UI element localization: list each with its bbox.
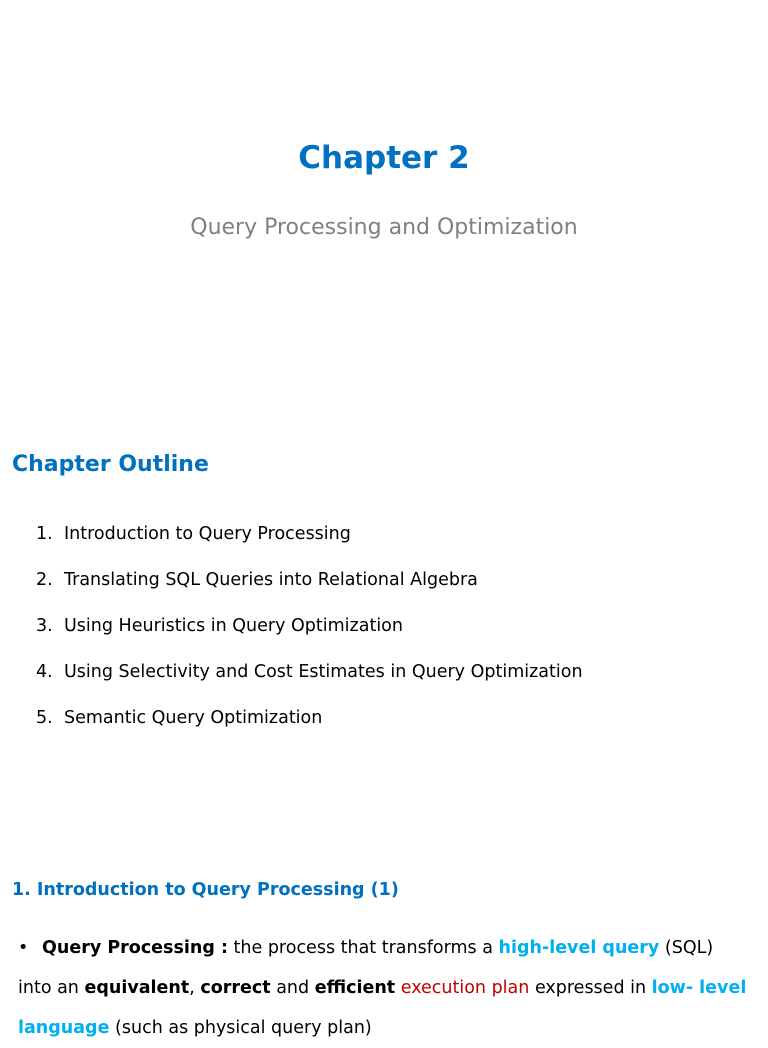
highlight-low-level-language: low- level language [18, 978, 747, 1038]
outline-item-label: Translating SQL Queries into Relational Algebra [64, 570, 478, 590]
outline-item-label: Using Selectivity and Cost Estimates in Query Optimization [64, 662, 583, 682]
outline-item [36, 522, 583, 568]
bullet-text: and [270, 978, 315, 998]
chapter-title: Chapter 2 [298, 140, 470, 176]
outline-item-number: 5. [36, 708, 53, 728]
bullet-text: (SQL) into an [18, 938, 714, 998]
intro-heading: 1. Introduction to Query Processing (1) [12, 880, 399, 900]
outline-item-number: 2. [36, 570, 53, 590]
title-slide [0, 0, 768, 384]
outline-item [36, 706, 583, 752]
term-query-processing: Query Processing : [42, 938, 228, 958]
bullet-text: (such as physical query plan) [109, 1018, 372, 1038]
outline-item [36, 568, 583, 614]
outline-item-number: 1. [36, 524, 53, 544]
outline-item [36, 614, 583, 660]
outline-heading: Chapter Outline [12, 452, 209, 477]
outline-item-label: Semantic Query Optimization [64, 708, 323, 728]
bullet-marker: • [18, 938, 29, 958]
outline-item-number: 3. [36, 616, 53, 636]
chapter-subtitle: Query Processing and Optimization [190, 215, 578, 240]
highlight-execution-plan: execution plan [400, 978, 530, 998]
highlight-high-level-query: high-level query [498, 938, 660, 958]
intro-slide [0, 814, 768, 1038]
word-correct: correct [200, 978, 271, 998]
outline-list [36, 522, 583, 752]
word-efficient: efficient [314, 978, 396, 998]
outline-item-label: Using Heuristics in Query Optimization [64, 616, 403, 636]
bullet-text: expressed in [529, 978, 652, 998]
outline-slide [0, 384, 768, 814]
bullet-text: the process that transforms a [227, 938, 499, 958]
outline-item [36, 660, 583, 706]
intro-bullet [18, 928, 748, 1048]
outline-item-number: 4. [36, 662, 53, 682]
bullet-text: , [189, 978, 201, 998]
outline-item-label: Introduction to Query Processing [64, 524, 351, 544]
word-equivalent: equivalent [84, 978, 190, 998]
